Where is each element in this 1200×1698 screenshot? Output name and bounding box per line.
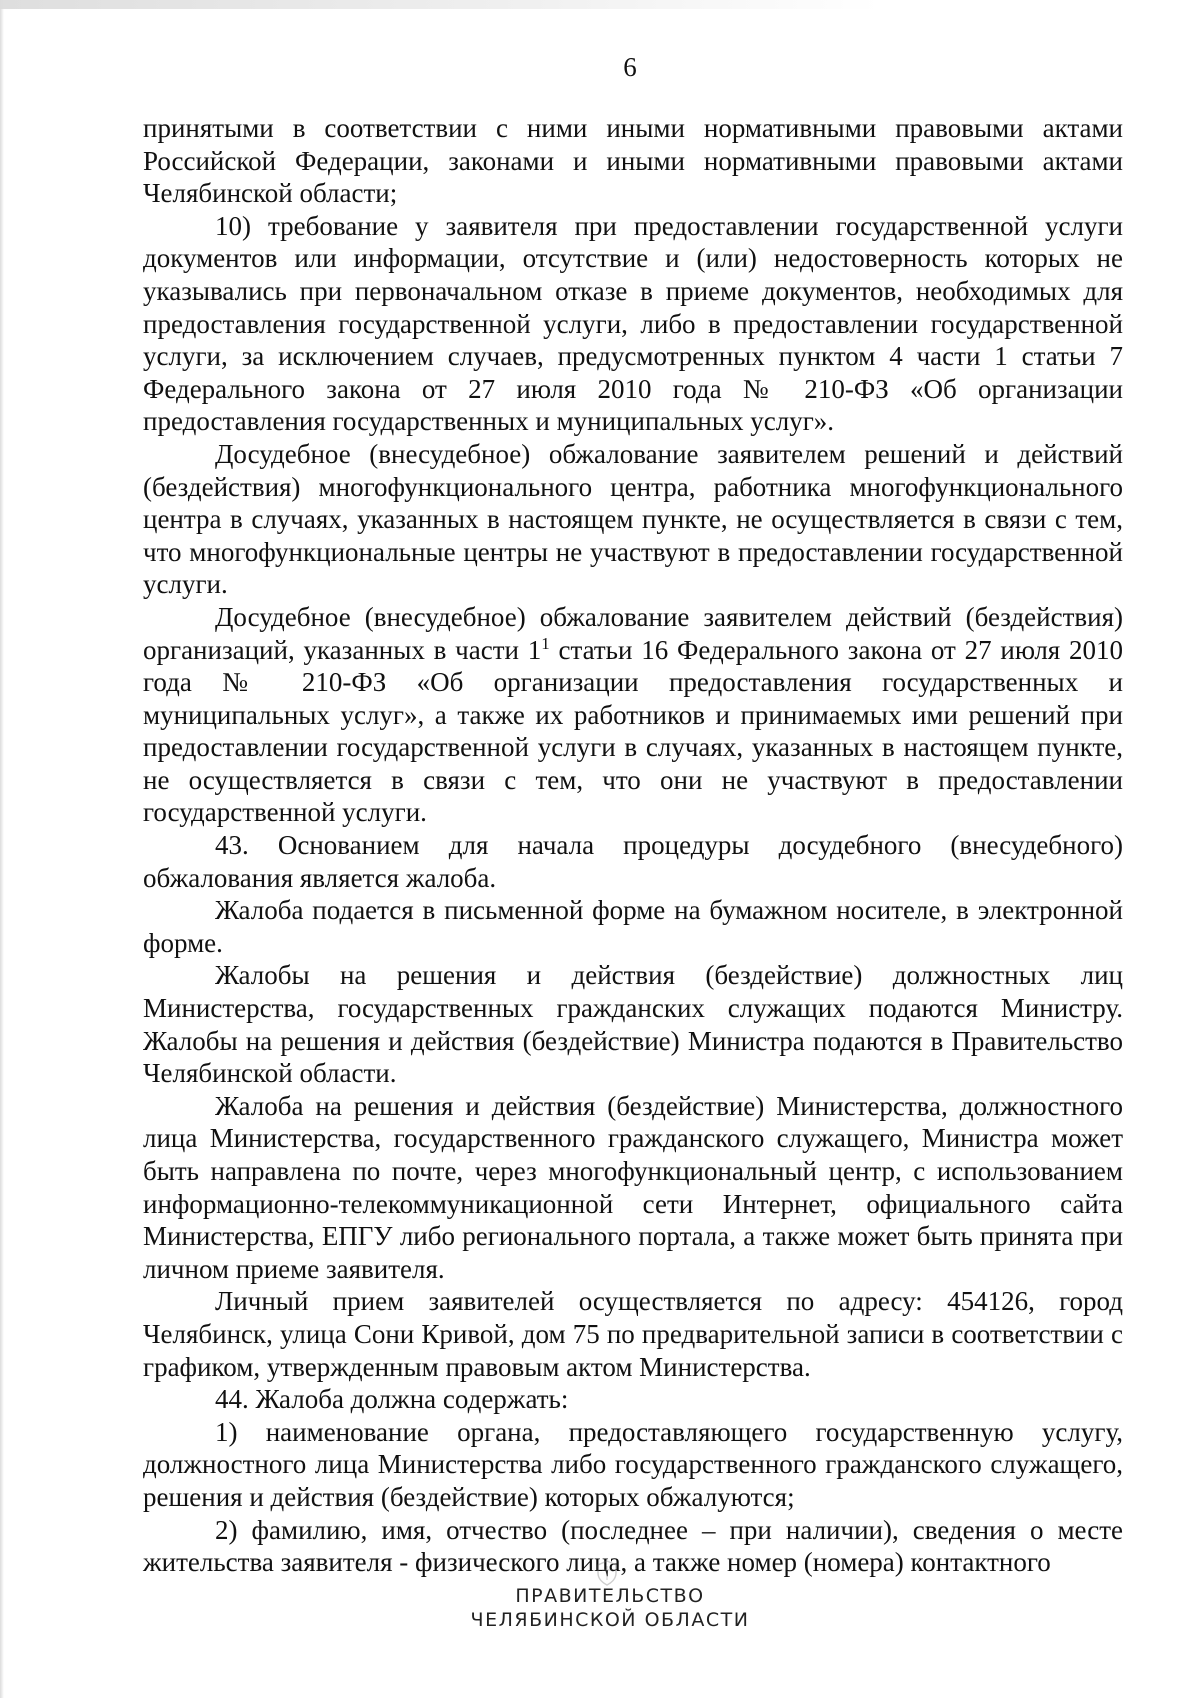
paragraph: 44. Жалоба должна содержать:: [215, 1384, 569, 1415]
emblem-icon: [596, 1560, 618, 1586]
paragraph: Жалобы на решения и действия (бездействие) должностных лиц Министерства, государственных гражданских служащих подаются Министру. Жалобы на решения и действия (бездействие) Министра подаются в Правительство Челябинской области.: [143, 960, 1123, 1089]
stamp-line: ЧЕЛЯБИНСКОЙ ОБЛАСТИ: [470, 1609, 750, 1631]
superscript: 1: [541, 633, 550, 653]
paragraph: 10) требование у заявителя при предоставлении государственной услуги документов или информации, отсутствие и (или) недостоверность которых не указывались при первоначальном отказе в приеме документов, необходимых для предоставления государственной услуги, либо в предоставлении государственной услуги, за исключением случаев, предусмотренных пунктом 4 части 1 статьи 7 Федерального закона от 27 июля 2010 года № 210-ФЗ «Об организации предоставления государственных и муниципальных услуг».: [143, 210, 1123, 437]
paragraph: принятыми в соответствии с ними иными нормативными правовыми актами Российской Федерации, законами и иными нормативными правовыми актами Челябинской области;: [143, 113, 1123, 209]
paragraph: 2) фамилию, имя, отчество (последнее – при наличии), сведения о месте жительства заявителя - физического лица, а также номер (номера) контактного: [143, 1514, 1123, 1578]
paragraph: Досудебное (внесудебное) обжалование заявителем решений и действий (бездействия) многофункционального центра, работника многофункционального центра в случаях, указанных в настоящем пункте, не осуществляется в связи с тем, что многофункциональные центры не участвуют в предоставлении государственной услуги.: [143, 438, 1123, 600]
paragraph: Жалоба подается в письменной форме на бумажном носителе, в электронной форме.: [143, 895, 1123, 958]
stamp-line: ПРАВИТЕЛЬСТВО: [515, 1585, 705, 1607]
scan-edge-shadow: [0, 0, 880, 9]
page-number: 6: [623, 52, 637, 82]
paragraph-text: Досудебное (внесудебное) обжалование заявителем действий (бездействия) организаций, указанных в части 1: [143, 601, 1123, 665]
document-body: [143, 112, 1123, 1579]
paragraph: Личный прием заявителей осуществляется по адресу: 454126, город Челябинск, улица Сони Кривой, дом 75 по предварительной записи в соответствии с графиком, утвержденным правовым актом Министерства.: [143, 1286, 1123, 1382]
paragraph: [143, 601, 1123, 829]
paragraph-text: статьи 16 Федерального закона от 27 июля 2010 года № 210-ФЗ «Об организации предоставления государственных и муниципальных услуг», а также их работников и принимаемых ими решений при предоставлении государственной услуги в случаях, указанных в настоящем пункте, не осуществляется в связи с тем, что они не участвуют в предоставлении государственной услуги.: [143, 634, 1123, 828]
paragraph: 1) наименование органа, предоставляющего государственную услугу, должностного лица Министерства либо государственного гражданского служащего, решения и действия (бездействие) которых обжалуются;: [143, 1416, 1123, 1512]
government-stamp: [0, 1584, 1200, 1632]
paragraph: Жалоба на решения и действия (бездействие) Министерства, должностного лица Министерства, государственного гражданского служащего, Министра может быть направлена по почте, через многофункциональный центр, с использованием информационно-телекоммуникационной сети Интернет, официального сайта Министерства, ЕПГУ либо регионального портала, а также может быть принята при личном приеме заявителя.: [143, 1090, 1123, 1284]
scan-left-shadow: [0, 0, 4, 1698]
paragraph: 43. Основанием для начала процедуры досудебного (внесудебного) обжалования является жалоба.: [143, 830, 1123, 893]
